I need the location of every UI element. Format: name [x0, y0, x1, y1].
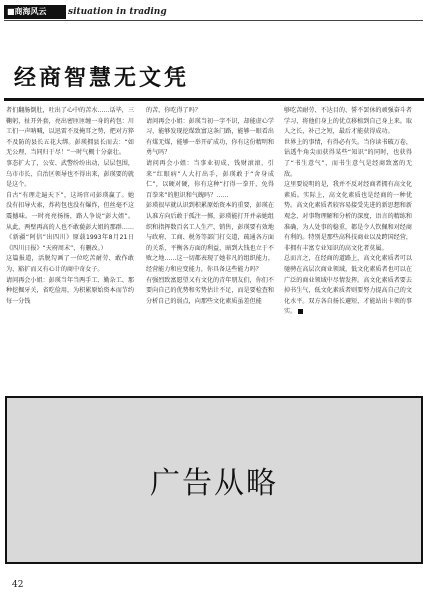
paragraph: 请问再会小姐：彭瑛当初一字不识，却能虚心学习，能够发现挖煤致富这条门路，能够一眼看出有煤无煤，能够一举开矿成功，你有这份精明和勇气吗？: [146, 117, 274, 157]
title-divider: [4, 98, 424, 101]
paragraph: 这里要说明的是，我并不反对经商者拥有高文化素质。实际上，高文化素质也是经商的一种优势。高文化素质者较容易接受先进的新思想和新观念，对事物理解和分析的深度，语言的精练和准确，为人处事的稳重，都是令人钦佩和对经商有利的。特别是那些高科技商业以及跨国经营，非拥有丰富专业知识的高文化者莫属。: [284, 181, 412, 252]
article-title-block: [4, 55, 424, 103]
article-column-2: [146, 106, 274, 376]
advertisement-placeholder-text: 广告从略: [150, 466, 278, 501]
paragraph: 请问再会小姐：当事业初成，钱财滚滚，引来“红眼病”人大打出手，彭瑛敢于“舍身成仁”，以硬对硬，你有这种“打得一拳开，免得百拳来”的胆识和气魄吗？……: [146, 159, 274, 199]
paragraph: 这篇报道，活脱勾画了一位吃苦耐劳、敢作敢为、豁扩而又有心计的商中奇女子。: [6, 255, 134, 273]
end-of-article-mark: [298, 309, 303, 314]
section-label: ■商海风云: [4, 5, 66, 19]
article-column-1: [6, 106, 134, 386]
paragraph: 事态扩大了，公安、武警纷纷出动，层层包围，乌市市长、自治区领导也不得出来，彭瑛要的就是这个。: [6, 159, 134, 189]
section-subtitle: situation in trading: [68, 7, 167, 17]
page-number: 42: [12, 580, 24, 590]
paragraph: 《新疆“阿信”出四川》原载1993年8月21日《四川日报》“天府周末”，有删改。）: [6, 234, 134, 252]
header-divider: [4, 20, 423, 21]
paragraph: 的苦，你吃得了吗？: [146, 107, 201, 114]
paragraph: 有强烈致富愿望又有文化的青年朋友们，你们不要向自己的优势和劣势估计不足，而是要检查和分析自己的弱点，向那些文化素质虽差但能: [146, 276, 274, 305]
advertisement-box: [5, 396, 423, 564]
paragraph: 自古“有理走遍天下”，这场官司彭瑛赢了。她没有扣导火索，炸药包也没有爆炸，但丝毫不这震撼味。一时亮亮扬扬，路人争说“彭大姐”。从此，两壁再高的人也不敢藐彭大姐的那群……: [6, 191, 134, 231]
paragraph: 彭瑛很早就认识到积累原始资本的重要，彭瑛在认准方向后敢于孤注一掷，彭瑛能打开并亲她组织和指挥数百名工人生产、销售，彭瑛要有效地与政府、工商、税务等部门打交道，疏通各方面的关系，平衡各方面的利益，暗到大钱也立于不败之地……这一切都表现了她非凡的组织能力，经营能力和应变能力，你具备这些能力吗？: [146, 202, 274, 273]
paragraph: 者们翻肠倒肚，吐出了心中的苦水……话毕，三鞠躬，扯开外套，亮出密匝匝缠一身的药包：川工们一声呐喊，以迅雷不及掩耳之势，把对方猝不及防的县长五花大绑。彭瑛拥县长而去：“如无公理，当同归于尽！”一时气概十分豪壮。: [6, 107, 134, 157]
paragraph-last: [284, 254, 412, 318]
paragraph-text: 总而言之，在经商的道路上，高文化素质者可以驰骋在高层次商业领域，低文化素质者也可以在广泛的商业领域中尽情发挥。高文化素质者要去掉书生气，低文化素质者则要努力提高自己的文化水平。双方各自扬长避短，才能站出卡领的事实。: [284, 255, 412, 316]
article-column-3: [284, 106, 412, 386]
paragraph: 请问再会小姐：彭瑛当年当两手工、勤杂工、那种挖掘牙关，省吃俭用，为积累原始资本而节约每一分钱: [6, 276, 134, 305]
section-header: [4, 5, 423, 21]
article-title: 经商智慧无文凭: [14, 66, 190, 91]
paragraph: 够吃苦耐劳、不达目的、誓不罢休的顽强奋斗者学习，将他们身上的优点移植到自己身上来。取人之长，补己之短，最后才能获得成功。: [284, 107, 412, 136]
paragraph: 世界上的事情，有得必有失。当你读书破万卷，钻透牛角尖而获得某些“知识”的同时，也获得了“书生意气”，而书生意气是经商致富的无敌。: [284, 138, 412, 178]
